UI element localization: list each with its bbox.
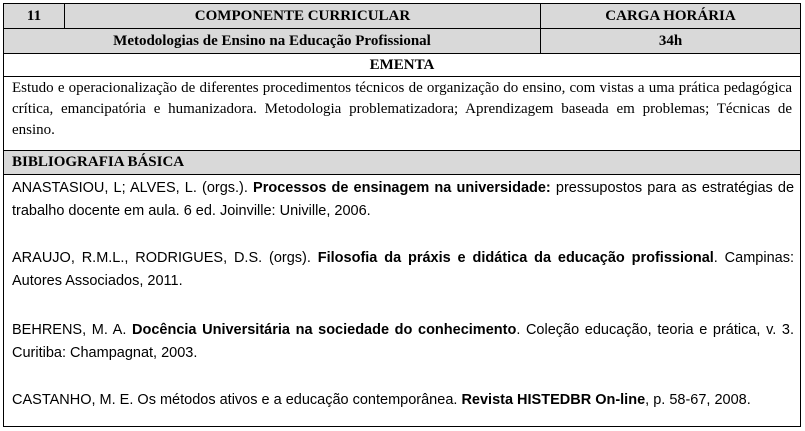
bibliography-entry — [12, 319, 794, 365]
component-label: COMPONENTE CURRICULAR — [64, 4, 540, 28]
entry-details: . Campinas: Autores Associados, 2011. — [12, 250, 794, 289]
bibliography-entry — [12, 247, 794, 293]
bibliography-list — [4, 175, 800, 427]
component-number: 11 — [26, 7, 42, 24]
entry-authors: ANASTASIOU, L; ALVES, L. (orgs.). — [12, 180, 254, 196]
entry-authors: BEHRENS, M. A. — [12, 322, 133, 338]
entry-title: Revista HISTEDBR On-line — [461, 392, 646, 408]
bibliography-entry — [12, 177, 794, 223]
course-name: Metodologias de Ensino na Educação Profissional — [113, 32, 431, 49]
bibliography-title: BIBLIOGRAFIA BÁSICA — [12, 154, 185, 170]
entry-details: . Coleção educação, teoria e prática, v. 3. Curitiba: Champagnat, 2003. — [12, 322, 794, 361]
ementa-title: EMENTA — [369, 56, 435, 73]
entry-authors: ARAUJO, R.M.L., RODRIGUES, D.S. (orgs). — [12, 250, 318, 266]
entry-details: pressupostos para as estratégias de trabalho docente em aula. 6 ed. Joinville: Univille, 2006. — [12, 180, 795, 219]
entry-title: Filosofia da práxis e didática da educação profissional — [317, 250, 714, 266]
entry-title: Processos de ensinagem na universidade: — [253, 180, 551, 196]
course-row — [4, 29, 800, 54]
entry-authors: CASTANHO, M. E. Os métodos ativos e a educação contemporânea. — [12, 392, 462, 408]
entry-details: , p. 58-67, 2008. — [645, 392, 751, 408]
bibliography-title-row — [4, 151, 800, 175]
curriculum-table — [3, 3, 801, 427]
bibliography-entry — [12, 389, 794, 412]
entry-title: Docência Universitária na sociedade do conhecimento — [132, 322, 517, 338]
table-header-row — [4, 4, 800, 29]
course-hours: 34h — [540, 29, 800, 53]
ementa-text: Estudo e operacionalização de diferentes procedimentos técnicos de organização do ensino, com vistas a uma prática pedagógica crítica, emancipatória e humanizadora. Metodologia problematizadora; Aprendizagem baseada em problemas; Técnicas de ensino. — [4, 77, 800, 151]
hours-label: CARGA HORÁRIA — [540, 4, 800, 28]
ementa-title-row — [4, 54, 800, 77]
